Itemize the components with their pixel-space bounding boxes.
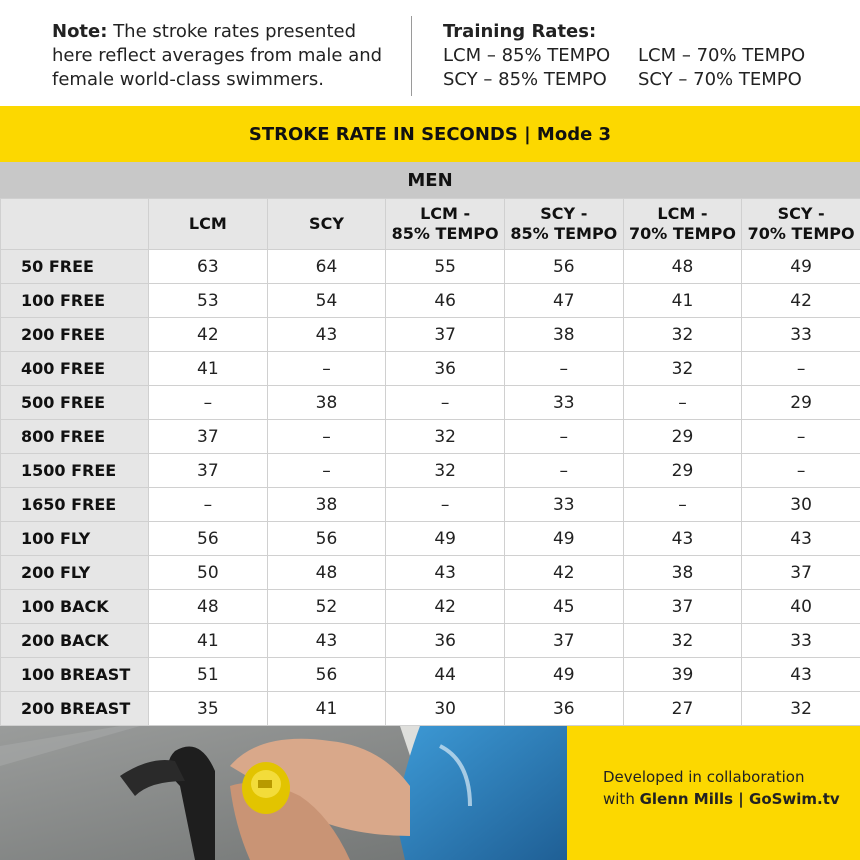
rate-cell: 38 [267, 386, 386, 420]
header-corner-cell [1, 199, 149, 250]
column-header-line: SCY - [777, 204, 825, 223]
section-header [0, 162, 860, 198]
column-header-line: 70% TEMPO [628, 224, 736, 243]
note-text-block [52, 20, 397, 92]
rate-cell: 37 [623, 590, 742, 624]
rate-cell: 50 [149, 556, 268, 590]
training-rate-item: LCM – 70% TEMPO [638, 45, 806, 66]
rate-cell: 29 [742, 386, 860, 420]
event-label: 1500 FREE [1, 454, 149, 488]
rate-cell: 53 [149, 284, 268, 318]
rate-cell: 37 [386, 318, 505, 352]
rate-cell: 41 [149, 352, 268, 386]
rate-cell: 43 [267, 318, 386, 352]
table-body [1, 250, 860, 726]
training-rates-block [443, 20, 843, 92]
rate-cell: 30 [386, 692, 505, 726]
event-label: 100 BREAST [1, 658, 149, 692]
rate-cell: 43 [267, 624, 386, 658]
table-row [1, 488, 860, 522]
rate-cell: 56 [504, 250, 623, 284]
table-row [1, 454, 860, 488]
rate-cell: 38 [623, 556, 742, 590]
rate-cell: 56 [267, 522, 386, 556]
collaboration-panel [567, 726, 860, 860]
rate-cell: 52 [267, 590, 386, 624]
column-header-line: LCM - [657, 204, 708, 223]
rate-cell: 45 [504, 590, 623, 624]
rate-cell: 46 [386, 284, 505, 318]
collaboration-line-1: Developed in collaboration [603, 768, 805, 786]
rate-cell: 42 [504, 556, 623, 590]
rate-cell: 56 [267, 658, 386, 692]
rate-cell: 47 [504, 284, 623, 318]
rate-cell: 32 [386, 454, 505, 488]
rate-cell: 33 [742, 318, 860, 352]
rate-cell: 64 [267, 250, 386, 284]
stroke-rate-table [0, 198, 860, 726]
rate-cell: – [504, 352, 623, 386]
rate-cell: 37 [149, 420, 268, 454]
notes-header [0, 0, 860, 106]
rate-cell: 33 [504, 386, 623, 420]
rate-cell: 37 [742, 556, 860, 590]
rate-cell: – [742, 420, 860, 454]
note-label: Note: [52, 21, 108, 42]
table-row [1, 318, 860, 352]
rate-cell: – [623, 488, 742, 522]
cyclist-photo-illustration [0, 726, 567, 860]
event-label: 200 BACK [1, 624, 149, 658]
rate-cell: 48 [267, 556, 386, 590]
table-row [1, 250, 860, 284]
rate-cell: 38 [267, 488, 386, 522]
rate-cell: – [742, 454, 860, 488]
table-title-band [0, 106, 860, 162]
rate-cell: 49 [504, 658, 623, 692]
column-header-line: 85% TEMPO [510, 224, 618, 243]
table-row [1, 522, 860, 556]
rate-cell: 30 [742, 488, 860, 522]
table-row [1, 386, 860, 420]
rate-cell: 41 [267, 692, 386, 726]
rate-cell: 48 [623, 250, 742, 284]
table-row [1, 556, 860, 590]
rate-cell: 43 [742, 658, 860, 692]
rate-cell: 41 [149, 624, 268, 658]
rate-cell: 43 [386, 556, 505, 590]
rate-cell: 29 [623, 420, 742, 454]
event-label: 200 FLY [1, 556, 149, 590]
event-label: 100 FREE [1, 284, 149, 318]
table-row [1, 284, 860, 318]
rate-cell: 51 [149, 658, 268, 692]
table-header-row [1, 199, 860, 250]
rate-cell: – [386, 386, 505, 420]
rate-cell: – [267, 352, 386, 386]
event-label: 1650 FREE [1, 488, 149, 522]
column-header-line: 70% TEMPO [747, 224, 855, 243]
column-header [149, 199, 268, 250]
rate-cell: 54 [267, 284, 386, 318]
rate-cell: 40 [742, 590, 860, 624]
training-rates-list [443, 44, 843, 92]
column-header-line: LCM [188, 214, 227, 233]
table-title: STROKE RATE IN SECONDS | Mode 3 [248, 123, 612, 145]
event-label: 50 FREE [1, 250, 149, 284]
divider [411, 16, 412, 96]
event-label: 100 BACK [1, 590, 149, 624]
column-header [267, 199, 386, 250]
table-row [1, 658, 860, 692]
cyclist-photo [0, 726, 567, 860]
event-label: 100 FLY [1, 522, 149, 556]
collaboration-text [603, 766, 853, 810]
rate-cell: 32 [623, 318, 742, 352]
rate-cell: 35 [149, 692, 268, 726]
note-text: The stroke rates presented here reflect averages from male and female world-class swimmers. [52, 21, 383, 90]
rate-cell: 33 [742, 624, 860, 658]
rate-cell: 37 [149, 454, 268, 488]
rate-cell: 29 [623, 454, 742, 488]
collaboration-line-2 [603, 788, 853, 810]
rate-cell: 32 [623, 352, 742, 386]
column-header [742, 199, 860, 250]
training-rate-item: LCM – 85% TEMPO [443, 45, 611, 66]
rate-cell: 63 [149, 250, 268, 284]
rate-cell: 36 [386, 352, 505, 386]
rate-cell: 33 [504, 488, 623, 522]
rate-cell: – [267, 454, 386, 488]
rate-cell: 49 [742, 250, 860, 284]
table-row [1, 420, 860, 454]
rate-cell: 42 [149, 318, 268, 352]
column-header [504, 199, 623, 250]
table-row [1, 624, 860, 658]
rate-cell: – [504, 454, 623, 488]
table-row [1, 352, 860, 386]
rate-cell: 36 [386, 624, 505, 658]
collaboration-prefix: with [603, 790, 640, 808]
rate-cell: 38 [504, 318, 623, 352]
rate-cell: – [267, 420, 386, 454]
event-label: 200 BREAST [1, 692, 149, 726]
rate-cell: 49 [386, 522, 505, 556]
column-header [623, 199, 742, 250]
rate-cell: 48 [149, 590, 268, 624]
rate-cell: 43 [742, 522, 860, 556]
column-header-line: 85% TEMPO [391, 224, 499, 243]
column-header-line: LCM - [420, 204, 471, 223]
column-header-line: SCY [309, 214, 344, 233]
rate-cell: – [149, 386, 268, 420]
training-rate-item: SCY – 85% TEMPO [443, 69, 607, 90]
rate-cell: 43 [623, 522, 742, 556]
event-label: 400 FREE [1, 352, 149, 386]
rate-cell: – [149, 488, 268, 522]
column-header-line: SCY - [540, 204, 588, 223]
event-label: 500 FREE [1, 386, 149, 420]
rate-cell: 36 [504, 692, 623, 726]
rate-cell: 56 [149, 522, 268, 556]
rate-cell: – [386, 488, 505, 522]
event-label: 200 FREE [1, 318, 149, 352]
rate-cell: 55 [386, 250, 505, 284]
rate-cell: 42 [742, 284, 860, 318]
rate-cell: – [623, 386, 742, 420]
rate-cell: 49 [504, 522, 623, 556]
event-label: 800 FREE [1, 420, 149, 454]
rate-cell: 32 [623, 624, 742, 658]
rate-cell: 27 [623, 692, 742, 726]
rate-cell: – [742, 352, 860, 386]
rate-cell: 41 [623, 284, 742, 318]
collaboration-credit: Glenn Mills | GoSwim.tv [639, 790, 840, 808]
table-row [1, 692, 860, 726]
rate-cell: 42 [386, 590, 505, 624]
rate-cell: – [504, 420, 623, 454]
training-rates-title: Training Rates: [443, 21, 597, 42]
training-rate-item: SCY – 70% TEMPO [638, 69, 802, 90]
rate-cell: 32 [386, 420, 505, 454]
table-row [1, 590, 860, 624]
column-header [386, 199, 505, 250]
rate-cell: 44 [386, 658, 505, 692]
section-label: MEN [407, 169, 453, 191]
rate-cell: 32 [742, 692, 860, 726]
footer [0, 726, 860, 860]
rate-cell: 37 [504, 624, 623, 658]
rate-cell: 39 [623, 658, 742, 692]
